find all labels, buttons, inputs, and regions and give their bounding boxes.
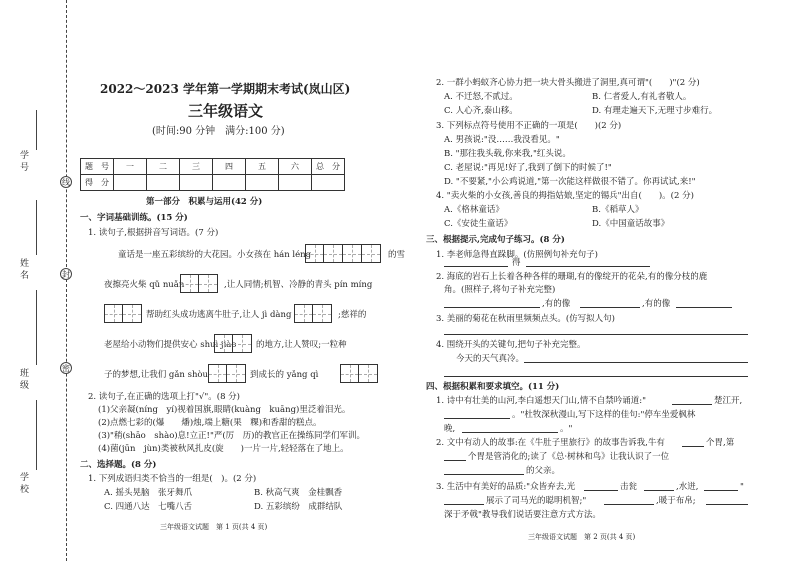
- question-1-2: 2. 读句子,在正确的选项上打"√"。(8 分): [88, 392, 240, 402]
- section-1-title: 一、字词基础训练。(15 分): [80, 213, 188, 223]
- option-c[interactable]: C. 四通八达 七嘴八舌: [104, 502, 193, 512]
- part1-title: 第一部分 积累与运用(42 分): [146, 197, 263, 207]
- fill-1: 1. 诗中有壮美的山河,李白遥想天门山,情不自禁吟诵道:": [436, 396, 646, 406]
- pinyin-grid[interactable]: [208, 364, 246, 383]
- fill-2: 2. 文中有动人的故事:在《牛肚子里旅行》的故事告诉我,牛有: [436, 438, 665, 448]
- option-d[interactable]: D. 有理走遍天下,无理寸步难行。: [592, 106, 718, 116]
- score-cell: 五: [246, 159, 279, 175]
- score-cell: 得 分: [81, 175, 114, 191]
- pinyin-text: 子的梦想,让我们 gǎn shòu: [104, 370, 209, 380]
- pinyin-text: ,让人同情;机智、冷静的青头 pín míng: [224, 280, 373, 290]
- score-cell: 六: [279, 159, 312, 175]
- fill-3-b: 击瓮: [620, 482, 638, 492]
- rewrite-1: 1. 李老师急得直跺脚。(仿照例句补充句子): [436, 250, 598, 260]
- option-a[interactable]: A. 男孩说:"没……我没看见。": [444, 135, 560, 145]
- answer-blank[interactable]: [584, 490, 618, 491]
- pinyin-grid[interactable]: [294, 304, 332, 323]
- score-input-cell[interactable]: [279, 175, 312, 191]
- pinyin-text: ;慈祥的: [338, 310, 367, 320]
- section-3-title: 三、根据提示,完成句子练习。(8 分): [426, 235, 565, 245]
- answer-blank[interactable]: [682, 446, 704, 447]
- margin-blank: [36, 200, 37, 255]
- answer-blank[interactable]: [644, 490, 674, 491]
- option-c[interactable]: C.《安徒生童话》: [444, 219, 513, 229]
- pinyin-grid[interactable]: [214, 334, 252, 353]
- score-cell: 一: [114, 159, 147, 175]
- margin-label-class: 班级: [20, 369, 30, 391]
- margin-label-student-id: 学号: [20, 151, 30, 173]
- fill-1-c: 。"杜牧深秋漫山,写下这样的佳句:"停车坐爱枫林: [512, 410, 696, 420]
- answer-blank[interactable]: [444, 334, 748, 335]
- rewrite-4: 4. 围绕开头的关键句,把句子补充完整。: [436, 340, 586, 350]
- score-cell: 二: [147, 159, 180, 175]
- page-footer: 三年级语文试题 第 1 页(共 4 页): [160, 523, 268, 531]
- rewrite-4-key: 今天的天气真冷。: [456, 354, 525, 364]
- fill-2-c: 个胃是管消化的;读了《总·树林和鸟》让我认识了一位: [468, 452, 670, 462]
- rewrite-2-cont: 角。(照样子,将句子补充完整): [444, 285, 556, 295]
- fill-3-e: 展示了司马光的聪明机智;": [486, 496, 587, 506]
- section-2-title: 二、选择题。(8 分): [80, 460, 157, 470]
- pinyin-text: 到成长的 yǎng qì: [250, 370, 319, 380]
- margin-dot: 密: [62, 364, 70, 373]
- pinyin-text: 老屋给小动物们提供安心 shuì jiào: [104, 340, 237, 350]
- score-input-cell[interactable]: [114, 175, 147, 191]
- score-cell: 四: [213, 159, 246, 175]
- rewrite-3: 3. 美丽的菊花在秋雨里频频点头。(仿写拟人句): [436, 314, 615, 324]
- time-info: (时间:90 分钟 满分:100 分): [152, 126, 285, 137]
- question-2-2: 2. 一群小蚂蚁齐心协力把一块大骨头搬进了洞里,真可谓"( )"(2 分): [436, 78, 700, 88]
- answer-blank[interactable]: [676, 307, 732, 308]
- fill-3-d: ": [740, 482, 744, 492]
- margin-dot: 封: [62, 270, 70, 279]
- option-c[interactable]: C. 人心齐,泰山移。: [444, 106, 518, 116]
- rewrite-1-de: 得: [512, 258, 521, 268]
- answer-blank[interactable]: [444, 418, 510, 419]
- fill-1-e: 。": [560, 424, 573, 434]
- subject-title: 三年级语文: [188, 102, 264, 120]
- binding-line: [66, 0, 67, 561]
- answer-blank[interactable]: [444, 474, 524, 475]
- answer-blank[interactable]: [462, 432, 558, 433]
- fill-1-d: 晚,: [444, 424, 456, 434]
- answer-blank[interactable]: [444, 504, 484, 505]
- score-value-row: [81, 175, 345, 191]
- pinyin-text: 的地方,让人赞叹;一粒种: [256, 340, 347, 350]
- score-cell: 题 号: [81, 159, 114, 175]
- pinyin-grid[interactable]: [104, 304, 142, 323]
- question-1-1: 1. 读句子,根据拼音写词语。(7 分): [88, 228, 219, 238]
- exam-title: 2022～2023 学年第一学期期末考试(岚山区): [100, 82, 351, 96]
- choice-line[interactable]: (4)菌(jūn jùn)类被秋风扎皮(旋 )一片一片,轻轻落在了地上。: [98, 444, 349, 454]
- option-a[interactable]: A. 摇头晃脑 张牙舞爪: [104, 488, 193, 498]
- fill-1-b: 楚江开,: [714, 396, 743, 406]
- margin-blank: [36, 110, 37, 150]
- question-2-4: 4. "卖火柴的小女孩,善良的拇指姑娘,坚定的锡兵"出自( )。(2 分): [436, 191, 694, 201]
- fill-3-g: 深于矛戟"教导我们说话要注意方式方法。: [444, 510, 601, 520]
- option-d[interactable]: D.《中国童话故事》: [592, 219, 670, 229]
- answer-blank[interactable]: [526, 266, 650, 267]
- option-d[interactable]: D. "不要紧,"小公鸡说道,"第一次能这样做很不错了。你再试试,来!": [444, 177, 696, 187]
- pinyin-text: 童话是一座五彩缤纷的大花园。小女孩在 hán léng: [118, 250, 312, 260]
- margin-dot: 线: [62, 178, 70, 187]
- pinyin-text: 夜擦亮火柴 qǔ nuǎn: [104, 280, 185, 290]
- rewrite-2-mid: ,有的像: [642, 299, 671, 309]
- option-d[interactable]: D. 五彩缤纷 成群结队: [254, 502, 343, 512]
- answer-blank[interactable]: [524, 362, 748, 363]
- answer-blank[interactable]: [444, 307, 540, 308]
- margin-label-school: 学校: [20, 473, 30, 495]
- option-b[interactable]: B. 秋高气爽 金桂飘香: [254, 488, 343, 498]
- pinyin-grid[interactable]: [305, 244, 381, 263]
- answer-blank[interactable]: [580, 307, 640, 308]
- score-cell: 三: [180, 159, 213, 175]
- rewrite-2-mid: ,有的像: [542, 299, 571, 309]
- option-a[interactable]: A.《格林童话》: [444, 205, 504, 215]
- fill-3-f: ,暖于布帛;: [656, 496, 696, 506]
- score-table: [80, 158, 345, 191]
- score-input-cell[interactable]: [312, 175, 345, 191]
- option-c[interactable]: C. 老屋说:"再见!好了,我到了倒下的时候了!": [444, 163, 612, 173]
- option-b[interactable]: B.《稻草人》: [592, 205, 644, 215]
- fill-3-c: ,水迸,: [676, 482, 699, 492]
- option-a[interactable]: A. 不迁怒,不贰过。: [444, 92, 518, 102]
- pinyin-grid[interactable]: [340, 364, 378, 383]
- margin-blank: [36, 290, 37, 365]
- rewrite-2: 2. 海底的岩石上长着各种各样的珊瑚,有的像绽开的花朵,有的像分枝的鹿: [436, 272, 708, 282]
- fill-3: 3. 生活中有美好的品质:"众皆弃去,光: [436, 482, 576, 492]
- margin-label-name: 姓名: [20, 259, 30, 281]
- question-2-3: 3. 下列标点符号使用不正确的一项是( )(2 分): [436, 121, 622, 131]
- pinyin-text: 的雪: [388, 250, 406, 260]
- option-b[interactable]: B. 仁者爱人,有礼者敬人。: [592, 92, 692, 102]
- answer-blank[interactable]: [444, 376, 748, 377]
- margin-blank: [36, 400, 37, 470]
- section-4-title: 四、根据积累和要求填空。(11 分): [426, 382, 560, 392]
- score-header-row: [81, 159, 345, 175]
- score-cell: 总 分: [312, 159, 345, 175]
- answer-blank[interactable]: [604, 504, 654, 505]
- option-b[interactable]: B. "那往我头载,你来我,"红头说。: [444, 149, 571, 159]
- answer-blank[interactable]: [672, 404, 712, 405]
- score-input-cell[interactable]: [180, 175, 213, 191]
- question-2-1: 1. 下列成语归类不恰当的一组是( )。(2 分): [88, 474, 257, 484]
- score-input-cell[interactable]: [147, 175, 180, 191]
- answer-blank[interactable]: [706, 504, 748, 505]
- page-footer: 三年级语文试题 第 2 页(共 4 页): [528, 533, 636, 541]
- choice-line[interactable]: (1)父亲凝(níng yí)视着国旗,眼睛(kuàng kuāng)里泛着泪光。: [98, 405, 351, 415]
- answer-blank[interactable]: [444, 266, 508, 267]
- answer-blank[interactable]: [444, 460, 466, 461]
- pinyin-text: 帮助红头成功逃离牛肚子,让人 jì dàng: [146, 310, 292, 320]
- score-input-cell[interactable]: [246, 175, 279, 191]
- pinyin-grid[interactable]: [180, 274, 218, 293]
- fill-2-d: 的父亲。: [526, 466, 561, 476]
- fill-2-b: 个胃,第: [706, 438, 735, 448]
- score-input-cell[interactable]: [213, 175, 246, 191]
- choice-line[interactable]: (2)点燃七彩的(爆 燔)烛,端上糖(果 粿)和香甜的糕点。: [98, 418, 322, 428]
- answer-blank[interactable]: [704, 490, 738, 491]
- choice-line[interactable]: (3)"稍(shāo shào)息!立正!"严(厉 历)的教官正在操练同学们军训。: [98, 431, 366, 441]
